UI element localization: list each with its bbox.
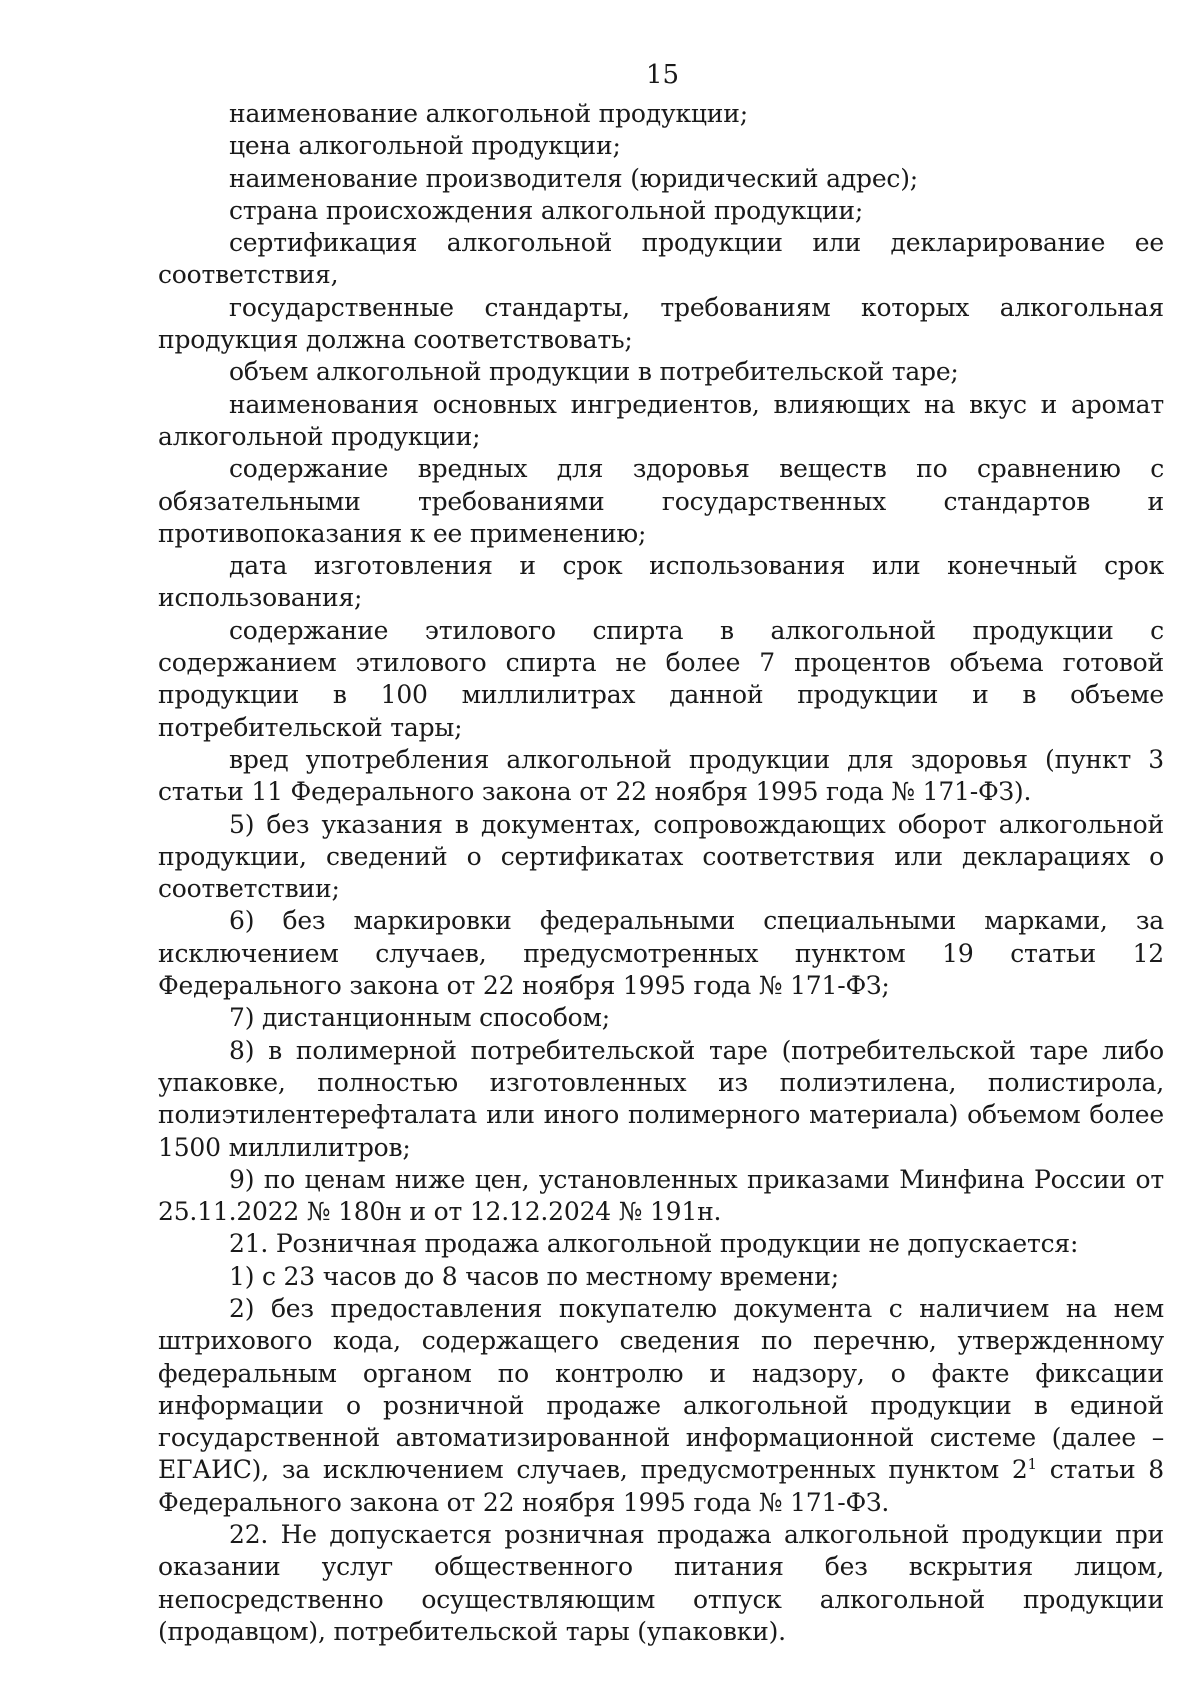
paragraph: наименование производителя (юридический адрес); (229, 163, 918, 193)
paragraph: 8) в полимерной потребительской таре (потребительской таре либо упаковке, полностью изготовленных из полиэтилена, полистирола, полиэтилентерефталата или иного полимерного материала) объемом более 1500 миллилитров; (158, 1035, 1164, 1162)
paragraph: содержание этилового спирта в алкогольной продукции с содержанием этилового спирта не более 7 процентов объема готовой продукции в 100 миллилитрах данной продукции и в объеме потребительской тары; (158, 615, 1164, 742)
paragraph: 7) дистанционным способом; (229, 1003, 611, 1033)
superscript: 1 (1027, 1455, 1037, 1474)
paragraph: 6) без маркировки федеральными специальными марками, за исключением случаев, предусмотренных пунктом 19 статьи 12 Федерального закона от 22 ноября 1995 года № 171-ФЗ; (158, 906, 1164, 1001)
paragraph: наименования основных ингредиентов, влияющих на вкус и аромат алкогольной продукции; (158, 389, 1164, 451)
paragraph: дата изготовления и срок использования или конечный срок использования; (158, 551, 1164, 613)
paragraph: объем алкогольной продукции в потребительской таре; (229, 357, 959, 387)
paragraph: сертификация алкогольной продукции или декларирование ее соответствия, (158, 228, 1164, 290)
paragraph: 5) без указания в документах, сопровождающих оборот алкогольной продукции, сведений о сертификатах соответствия или декларациях о соответствии; (158, 809, 1164, 904)
document-body (158, 98, 1164, 1648)
paragraph: страна происхождения алкогольной продукции; (229, 195, 864, 225)
paragraph: 22. Не допускается розничная продажа алкогольной продукции при оказании услуг общественного питания без вскрытия лицом, непосредственно осуществляющим отпуск алкогольной продукции (продавцом), потребительской тары (упаковки). (158, 1520, 1164, 1646)
paragraph: наименование алкогольной продукции; (229, 99, 748, 128)
paragraph: цена алкогольной продукции; (229, 131, 621, 161)
paragraph-egais (158, 1293, 1164, 1519)
paragraph: 1) с 23 часов до 8 часов по местному времени; (229, 1261, 839, 1291)
paragraph-text: 2) без предоставления покупателю документа с наличием на нем штрихового кода, содержащего сведения по перечню, утвержденному федеральным органом по контролю и надзору, о факте фиксации информации о розничной продаже алкогольной продукции в единой государственной автоматизированной информационной системе (далее – ЕГАИС), за исключением случаев, предусмотренных пунктом 2 (158, 1293, 1164, 1485)
paragraph-text: статьи 8 Федерального закона от 22 ноября 1995 года № 171-ФЗ. (158, 1455, 1164, 1517)
page-number: 15 (645, 60, 680, 90)
paragraph: содержание вредных для здоровья веществ по сравнению с обязательными требованиями государственных стандартов и противопоказания к ее применению; (158, 454, 1164, 548)
paragraph: государственные стандарты, требованиям которых алкогольная продукция должна соответствовать; (158, 292, 1164, 355)
paragraph: 21. Розничная продажа алкогольной продукции не допускается: (229, 1229, 1079, 1259)
paragraph: 9) по ценам ниже цен, установленных приказами Минфина России от 25.11.2022 № 180н и от 12.12.2024 № 191н. (158, 1164, 1164, 1227)
paragraph: вред употребления алкогольной продукции для здоровья (пункт 3 статьи 11 Федерального закона от 22 ноября 1995 года № 171-ФЗ). (158, 744, 1164, 807)
